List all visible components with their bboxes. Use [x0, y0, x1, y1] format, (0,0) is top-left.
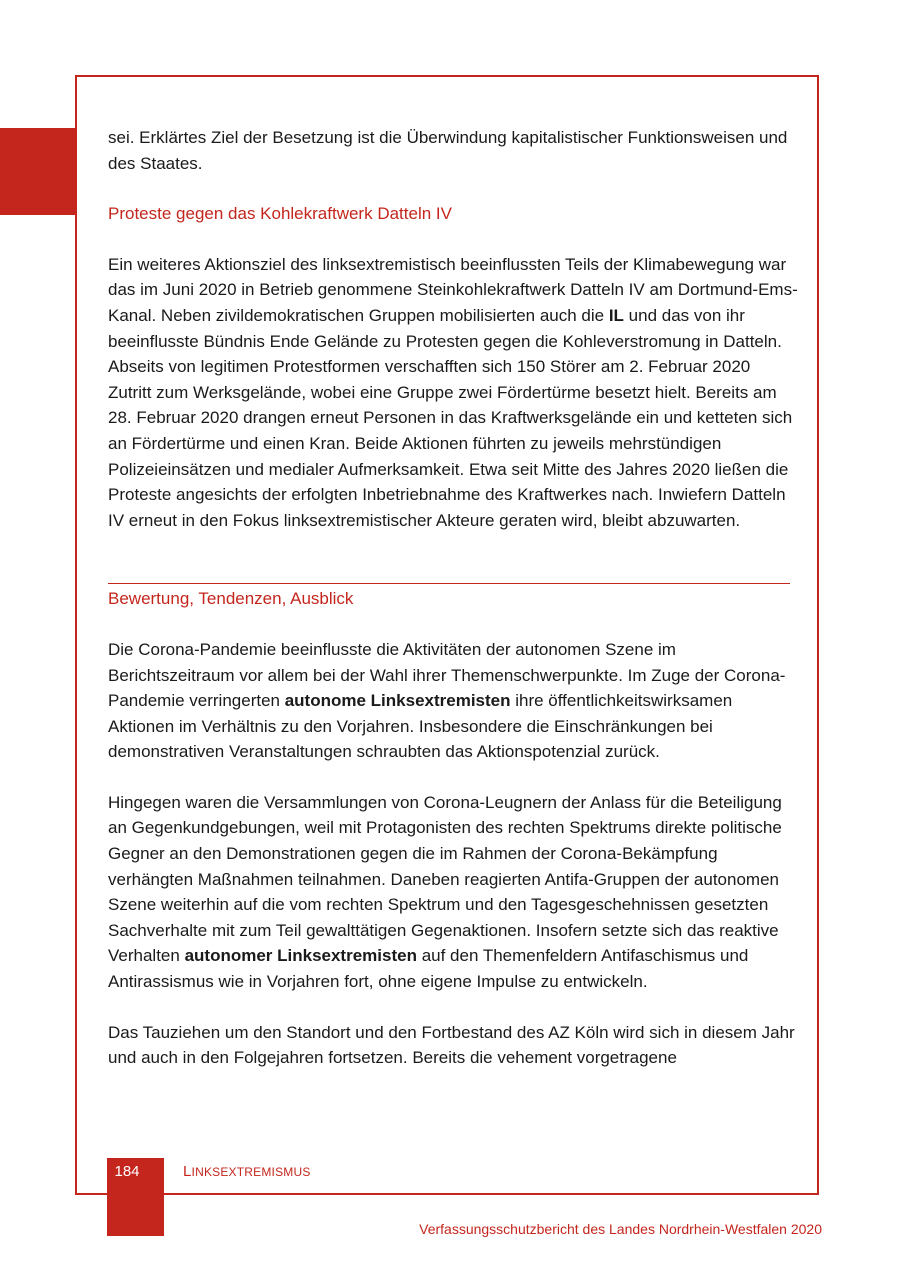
paragraph-intro: sei. Erklärtes Ziel der Besetzung ist die Überwindung kapitalistischer Funktionsweisen und des Staates.	[108, 128, 788, 173]
paragraph-gegenkundgebungen	[108, 790, 798, 995]
text-span: und das von ihr beeinflusste Bündnis Ende Gelände zu Protesten gegen die Kohleverstromung in Datteln. Abseits von legitimen Protestformen verschafften sich 150 Störer am 2. Februar 2020 Zutritt zum Werksgelände, wobei eine Gruppe zwei Fördertürme besetzt hielt. Bereits am 28. Februar 2020 drangen erneut Personen in das Kraftwerksgelände ein und ketteten sich an Fördertürme und einen Kran. Beide Aktionen führten zu jeweils mehrstündigen Polizeieinsätzen und medialer Aufmerksamkeit. Etwa seit Mitte des Jahres 2020 ließen die Proteste angesichts der erfolgten Inbetriebnahme des Kraftwerkes nach. Inwiefern Datteln IV erneut in den Fokus linksextremistischer Akteure geraten wird, bleibt abzuwarten.	[108, 305, 793, 530]
bold-term: autonome Linksextremisten	[284, 691, 511, 711]
text-span: Hingegen waren die Versammlungen von Corona-Leugnern der Anlass für die Beteiligung an Gegenkundgebungen, weil mit Protagonisten des rechten Spektrums direkte politische Gegner an den Demonstrationen gegen die im Rahmen der Corona-Bekämpfung verhängten Maßnahmen teilnahmen. Daneben reagierten Antifa-Gruppen der autonomen Szene weiterhin auf die vom rechten Spektrum und den Tagesgeschehnissen gesetzten Sachverhalte mit zum Teil gewalttätigen Gegenaktionen. Insofern setzte sich das reaktive Verhalten	[108, 792, 782, 966]
paragraph-corona	[108, 637, 798, 765]
publication-footer: Verfassungsschutzbericht des Landes Nordrhein-Westfalen 2020	[419, 1221, 822, 1237]
paragraph-az-koeln: Das Tauziehen um den Standort und den Fortbestand des AZ Köln wird sich in diesem Jahr und auch in den Folgejahren fortsetzen. Bereits die vehement vorgetragene	[108, 1022, 795, 1068]
paragraph-datteln	[108, 252, 798, 534]
text-span: Ein weiteres Aktionsziel des linksextremistisch beeinflussten Teils der Klimabewegung war das im Juni 2020 in Betrieb genommene Steinkohlekraftwerk Datteln IV am Dortmund-Ems-Kanal. Neben zivildemokratischen Gruppen mobilisierten auch die	[108, 254, 798, 325]
page-number: 184	[114, 1163, 140, 1180]
text-span: auf den Themenfeldern Antifaschismus und Antirassismus wie in Vorjahren fort, ohne eigene Impulse zu entwickeln.	[108, 946, 749, 992]
text-span: Die Corona-Pandemie beeinflusste die Aktivitäten der autonomen Szene im Berichtszeitraum vor allem bei der Wahl ihrer Themenschwerpunkte. Im Zuge der Corona-Pandemie verringerten	[108, 639, 786, 711]
side-accent-block	[0, 128, 77, 215]
section-heading-bewertung: Bewertung, Tendenzen, Ausblick	[108, 589, 354, 609]
section-heading-datteln: Proteste gegen das Kohlekraftwerk Datteln IV	[108, 204, 452, 224]
bold-term: autonomer Linksextremisten	[184, 946, 417, 966]
running-section-title	[183, 1163, 311, 1180]
section-rest: INKSEXTREMISMUS	[191, 1165, 311, 1179]
section-divider	[108, 583, 790, 584]
bold-term: IL	[608, 305, 624, 325]
main-content	[108, 125, 798, 1071]
text-span: ihre öffentlichkeitswirksamen Aktionen im Verhältnis zu den Vorjahren. Insbesondere die Einschränkungen bei demonstrativen Veranstaltungen schraubten das Aktionspotenzial zurück.	[108, 691, 733, 762]
section-initial: L	[183, 1163, 192, 1180]
